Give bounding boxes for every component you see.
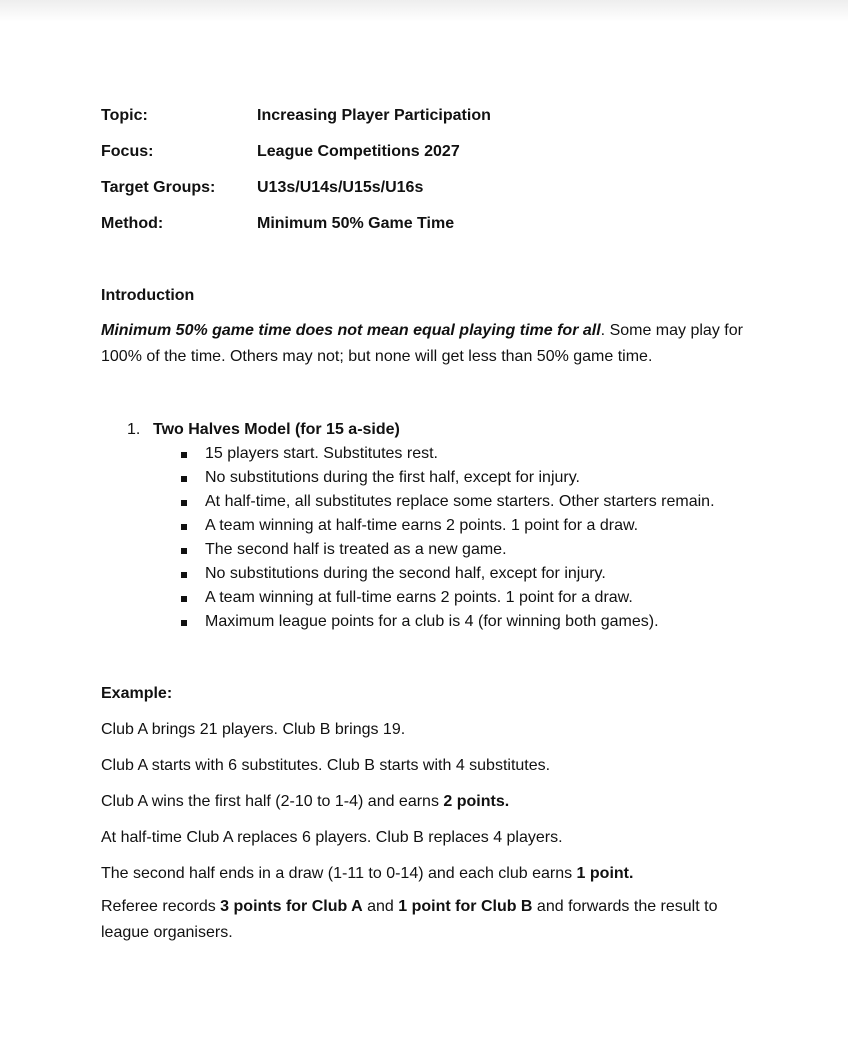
meta-key: Topic: <box>101 107 148 124</box>
meta-value: League Competitions 2027 <box>257 143 460 160</box>
example-points: 1 point. <box>576 865 634 882</box>
bullet-text: No substitutions during the first half, except for injury. <box>205 469 580 486</box>
model-bullet-list <box>101 442 761 634</box>
example-text: Club A wins the first half (2-10 to 1-4) and earns <box>101 793 444 810</box>
document-page <box>101 104 761 946</box>
meta-row-focus <box>101 140 761 176</box>
example-line-2: Club A starts with 6 substitutes. Club B starts with 4 substitutes. <box>101 757 551 774</box>
model-section <box>101 418 761 634</box>
example-line-3 <box>101 790 761 814</box>
bullet-text: No substitutions during the second half, except for injury. <box>205 565 606 582</box>
square-bullet-icon <box>181 620 187 626</box>
meta-row-target-groups <box>101 176 761 212</box>
meta-value: Increasing Player Participation <box>257 107 491 124</box>
example-line-5 <box>101 862 761 886</box>
bullet-text: The second half is treated as a new game. <box>205 541 507 558</box>
list-item <box>101 586 761 610</box>
example-line-4: At half-time Club A replaces 6 players. Club B replaces 4 players. <box>101 829 563 846</box>
square-bullet-icon <box>181 524 187 530</box>
list-item <box>101 610 761 634</box>
introduction-heading: Introduction <box>101 287 195 304</box>
square-bullet-icon <box>181 596 187 602</box>
example-points: 2 points. <box>443 793 510 810</box>
meta-row-topic <box>101 104 761 140</box>
bullet-text: 15 players start. Substitutes rest. <box>205 445 438 462</box>
square-bullet-icon <box>181 572 187 578</box>
meta-value: Minimum 50% Game Time <box>257 215 455 232</box>
introduction-emphasis: Minimum 50% game time does not mean equal playing time for all <box>101 322 601 339</box>
meta-value: U13s/U14s/U15s/U16s <box>257 179 424 196</box>
meta-block <box>101 104 761 248</box>
list-item <box>101 442 761 466</box>
list-item <box>101 466 761 490</box>
meta-key: Focus: <box>101 143 154 160</box>
introduction-text: . Some may play for 100% of the time. Others may not; but none will get less than 50% game time. <box>101 322 743 365</box>
bullet-text: A team winning at half-time earns 2 points. 1 point for a draw. <box>205 517 639 534</box>
square-bullet-icon <box>181 500 187 506</box>
example-text: Referee records <box>101 898 221 915</box>
list-item <box>101 490 761 514</box>
example-line-6 <box>101 894 761 946</box>
model-title-row <box>101 418 761 442</box>
model-number: 1. <box>127 421 141 438</box>
list-item <box>101 562 761 586</box>
club-a-points: 3 points for Club A <box>220 898 363 915</box>
bullet-text: Maximum league points for a club is 4 (for winning both games). <box>205 613 659 630</box>
example-text: and <box>362 898 399 915</box>
list-item <box>101 514 761 538</box>
club-b-points: 1 point for Club B <box>398 898 533 915</box>
meta-key: Method: <box>101 215 164 232</box>
bullet-text: At half-time, all substitutes replace some starters. Other starters remain. <box>205 493 715 510</box>
square-bullet-icon <box>181 476 187 482</box>
top-edge-shade <box>0 0 848 22</box>
example-line-1: Club A brings 21 players. Club B brings 19. <box>101 721 406 738</box>
bullet-text: A team winning at full-time earns 2 points. 1 point for a draw. <box>205 589 633 606</box>
example-text: and forwards the result to league organisers. <box>101 898 718 941</box>
square-bullet-icon <box>181 452 187 458</box>
introduction-paragraph <box>101 318 761 370</box>
model-title: Two Halves Model (for 15 a-side) <box>153 421 400 438</box>
example-heading: Example: <box>101 685 173 702</box>
meta-key: Target Groups: <box>101 179 216 196</box>
list-item <box>101 538 761 562</box>
meta-row-method <box>101 212 761 248</box>
example-text: The second half ends in a draw (1-11 to 0-14) and each club earns <box>101 865 577 882</box>
square-bullet-icon <box>181 548 187 554</box>
